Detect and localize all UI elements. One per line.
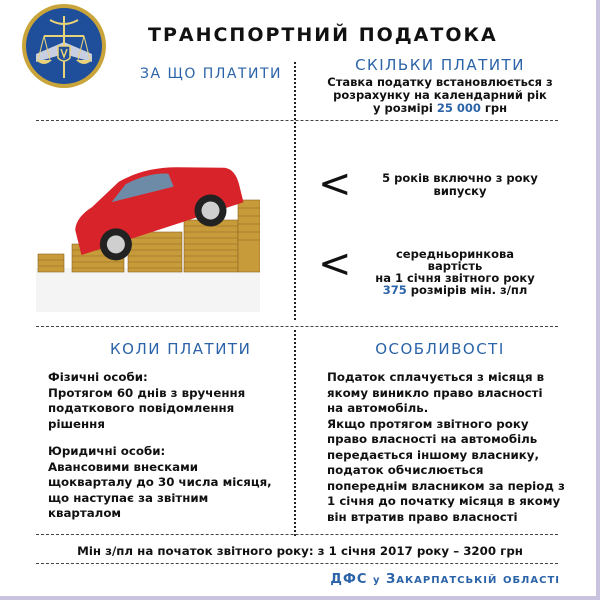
divider-lower bbox=[36, 534, 558, 535]
footer-region-rest: АКАРПАТСЬКІЙ bbox=[396, 575, 498, 586]
features-line: якому виникло право власності bbox=[327, 385, 543, 400]
footer-organization bbox=[330, 572, 560, 587]
legal-line: щокварталу до 30 числа місяця, bbox=[48, 475, 272, 489]
divider-middle bbox=[36, 326, 558, 327]
features-line: він втратив право власності bbox=[327, 509, 518, 524]
condition-age bbox=[370, 172, 550, 198]
individuals-line: рішення bbox=[48, 416, 105, 431]
vertical-divider-bottom bbox=[294, 330, 296, 536]
condition-value-number: 375 bbox=[382, 283, 407, 297]
condition-age-line-1: 5 років включно з року bbox=[382, 171, 538, 185]
individuals-line: Протягом 60 днів з вручення bbox=[48, 385, 246, 400]
legal-line: Авансовими внесками bbox=[48, 459, 199, 474]
footer-region-initial: З bbox=[386, 572, 397, 587]
condition-value-line-4 bbox=[350, 284, 560, 296]
legal-label: Юридичні особи: bbox=[48, 444, 166, 458]
features-line: Податок сплачується з місяця в bbox=[327, 370, 545, 384]
rate-line-2: розрахунку на календарний рік bbox=[333, 88, 547, 102]
heading-what-to-pay: ЗА ЩО ПЛАТИТИ bbox=[140, 66, 282, 82]
features-line: податок обчислюється bbox=[327, 463, 484, 477]
footer-prep: у bbox=[372, 575, 381, 586]
features-line: Якщо протягом звітного року bbox=[327, 416, 529, 431]
footer-abbr: ДФС bbox=[330, 572, 368, 587]
heading-when-to-pay: КОЛИ ПЛАТИТИ bbox=[110, 340, 252, 358]
legal-line: що наступає за звітним bbox=[48, 490, 209, 505]
features-line: право власності на автомобіль bbox=[327, 432, 538, 446]
condition-value-line-3: на 1 січня звітного року bbox=[375, 271, 535, 285]
rate-amount: 25 000 bbox=[436, 101, 481, 115]
frame-bottom-border bbox=[0, 596, 600, 600]
condition-value-suffix: розмірів мін. з/пл bbox=[406, 283, 528, 297]
min-wage-note: Мін з/пл на початок звітного року: з 1 січня 2017 року – 3200 грн bbox=[77, 544, 523, 558]
condition-value bbox=[350, 248, 560, 296]
rate-line-1: Ставка податку встановлюється з bbox=[327, 75, 553, 89]
features-line: на автомобіль. bbox=[327, 401, 429, 415]
when-to-pay-text bbox=[48, 370, 288, 522]
individuals-label: Фізичні особи: bbox=[48, 370, 148, 384]
condition-value-line-2: вартість bbox=[427, 259, 483, 273]
condition-value-line-1: середньоринкова bbox=[395, 247, 515, 261]
divider-top bbox=[36, 120, 558, 121]
footer-oblast: ОБЛАСТІ bbox=[502, 575, 560, 586]
features-line: передається іншому власнику, bbox=[327, 447, 539, 462]
condition-age-line-2: випуску bbox=[433, 184, 487, 198]
page-title: ТРАНСПОРТНИЙ ПОДАТОКА bbox=[148, 24, 498, 46]
dfs-emblem-icon bbox=[20, 2, 108, 90]
features-line: 1 січня до початку місяця в якому bbox=[327, 494, 561, 508]
features-line: попереднім власником за період з bbox=[327, 478, 565, 493]
rate-suffix: грн bbox=[480, 101, 508, 115]
rate-line-3 bbox=[318, 102, 562, 115]
heading-features: ОСОБЛИВОСТІ bbox=[375, 340, 505, 358]
heading-how-much: СКІЛЬКИ ПЛАТИТИ bbox=[355, 56, 525, 74]
features-text bbox=[327, 370, 577, 525]
frame-right-border bbox=[596, 0, 600, 600]
individuals-line: податкового повідомлення bbox=[48, 401, 235, 415]
vertical-divider-top bbox=[294, 62, 296, 320]
car-on-coins-image bbox=[36, 128, 260, 312]
less-than-icon: < bbox=[318, 161, 352, 207]
rate-text bbox=[318, 76, 562, 115]
rate-prefix: у розмірі bbox=[372, 101, 437, 115]
less-than-icon: < bbox=[318, 241, 352, 287]
legal-line: кварталом bbox=[48, 506, 122, 520]
divider-bottom bbox=[36, 563, 558, 564]
